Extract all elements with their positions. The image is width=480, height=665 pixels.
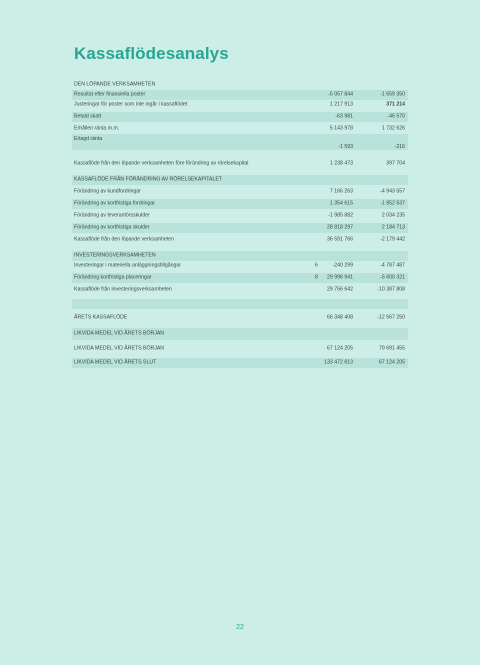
row-value-current: -240 299 bbox=[332, 262, 353, 269]
row-value-previous: -4 943 557 bbox=[380, 188, 405, 195]
row-value-current: 66 348 408 bbox=[327, 314, 353, 321]
table-row bbox=[72, 223, 408, 233]
row-value-previous: -216 bbox=[394, 144, 405, 150]
row-value-current: 29 756 642 bbox=[327, 286, 353, 293]
row-label: Resultat efter finansiella poster bbox=[74, 91, 146, 98]
row-label: Kassaflöde från den löpande verksamheten bbox=[74, 236, 175, 243]
section-header-label: LIKVIDA MEDEL VID ÅRETS BÖRJAN bbox=[74, 330, 165, 337]
row-value-previous: -4 787 487 bbox=[380, 262, 405, 269]
row-value-current: 5 143 978 bbox=[329, 125, 353, 132]
row-label: Betald skatt bbox=[74, 113, 102, 120]
section-header bbox=[72, 80, 408, 90]
row-value-current: 1 217 913 bbox=[329, 101, 353, 108]
table-row bbox=[72, 273, 408, 283]
table-row bbox=[72, 211, 408, 221]
row-value-current: 67 124 205 bbox=[327, 345, 353, 352]
section-header-label: KASSAFLÖDE FRÅN FÖRÄNDRING AV RÖRELSEKAPITALET bbox=[74, 176, 222, 183]
row-value-previous: -1 852 537 bbox=[380, 200, 405, 207]
table-row bbox=[72, 261, 408, 271]
row-label: Kassaflöde från investeringsverksamheten bbox=[74, 286, 172, 293]
section-header bbox=[72, 328, 408, 340]
cash-section bbox=[72, 328, 408, 368]
operating-section bbox=[72, 80, 408, 174]
row-value-current: -5 057 844 bbox=[328, 91, 353, 98]
table-row bbox=[72, 100, 408, 110]
table-row bbox=[72, 154, 408, 174]
page-title: Kassaflödesanalys bbox=[74, 44, 229, 63]
row-label: Erlagd ränta bbox=[74, 136, 103, 142]
row-label: Kassaflöde från den löpande verksamheten före förändring av rörelsekapital bbox=[74, 160, 249, 167]
table-row bbox=[72, 344, 408, 354]
section-header bbox=[72, 251, 408, 261]
table-row bbox=[72, 199, 408, 209]
section-header bbox=[72, 175, 408, 185]
row-value-previous: -46 570 bbox=[387, 113, 405, 120]
row-value-previous: 371 214 bbox=[386, 101, 405, 108]
row-value-previous: 79 691 455 bbox=[379, 345, 405, 352]
row-value-current: 7 166 263 bbox=[329, 188, 353, 195]
row-label: LIKVIDA MEDEL VID ÅRETS SLUT bbox=[74, 359, 157, 366]
total-row bbox=[72, 313, 408, 323]
row-label: ÅRETS KASSAFLÖDE bbox=[74, 314, 128, 321]
row-label: Förändring kortfristiga placeringar bbox=[74, 274, 152, 281]
row-value-current: 133 472 613 bbox=[324, 359, 353, 366]
table-row bbox=[72, 90, 408, 100]
row-label: Förändring av kortfristiga fordringar bbox=[74, 200, 156, 207]
row-label: Förändring av kortfristiga skulder bbox=[74, 224, 150, 231]
spacer-row bbox=[72, 299, 408, 309]
row-value-previous: -1 659 350 bbox=[380, 91, 405, 98]
row-value-previous: 2 184 713 bbox=[381, 224, 405, 231]
table-row bbox=[72, 285, 408, 295]
row-value-previous: -12 567 250 bbox=[377, 314, 405, 321]
row-label: Justeringar för poster som inte ingår i kassaflödet bbox=[74, 101, 188, 108]
row-value-current: 29 996 941 bbox=[327, 274, 353, 281]
section-header-label: DEN LÖPANDE VERKSAMHETEN bbox=[74, 81, 156, 88]
investing-section bbox=[72, 251, 408, 323]
row-label: Erhållen ränta m.m. bbox=[74, 125, 120, 132]
row-value-current: -1 985 882 bbox=[328, 212, 353, 219]
row-note: 8 bbox=[315, 274, 318, 281]
page-number: 22 bbox=[236, 624, 244, 631]
row-value-current: 36 591 766 bbox=[327, 236, 353, 243]
row-value-current: 1 354 615 bbox=[329, 200, 353, 207]
table-row bbox=[72, 235, 408, 245]
row-value-current: 28 818 297 bbox=[327, 224, 353, 231]
row-value-current: 1 238 473 bbox=[329, 160, 353, 167]
row-value-previous: 2 034 235 bbox=[381, 212, 405, 219]
row-value-current: -1 593 bbox=[338, 144, 353, 150]
row-label: Förändring av leverantörsskulder bbox=[74, 212, 150, 219]
row-value-previous: -5 600 321 bbox=[380, 274, 405, 281]
row-value-previous: -10 387 808 bbox=[377, 286, 405, 293]
row-value-current: -63 981 bbox=[335, 113, 353, 120]
row-label: Investeringar i materiella anläggningstillgångar bbox=[74, 262, 181, 269]
row-value-previous: 1 732 626 bbox=[381, 125, 405, 132]
row-value-previous: 397 704 bbox=[386, 160, 405, 167]
table-row bbox=[72, 134, 408, 150]
row-value-previous: 67 124 205 bbox=[379, 359, 405, 366]
table-row bbox=[72, 358, 408, 368]
row-note: 6 bbox=[315, 262, 318, 269]
table-row bbox=[72, 124, 408, 134]
row-label: LIKVIDA MEDEL VID ÅRETS BÖRJAN bbox=[74, 345, 165, 352]
table-row bbox=[72, 112, 408, 122]
table-row bbox=[72, 187, 408, 197]
row-value-previous: -2 179 442 bbox=[380, 236, 405, 243]
section-header-label: INVESTERINGSVERKSAMHETEN bbox=[74, 252, 156, 259]
row-label: Förändring av kundfordringar bbox=[74, 188, 141, 195]
working-capital-section bbox=[72, 175, 408, 245]
